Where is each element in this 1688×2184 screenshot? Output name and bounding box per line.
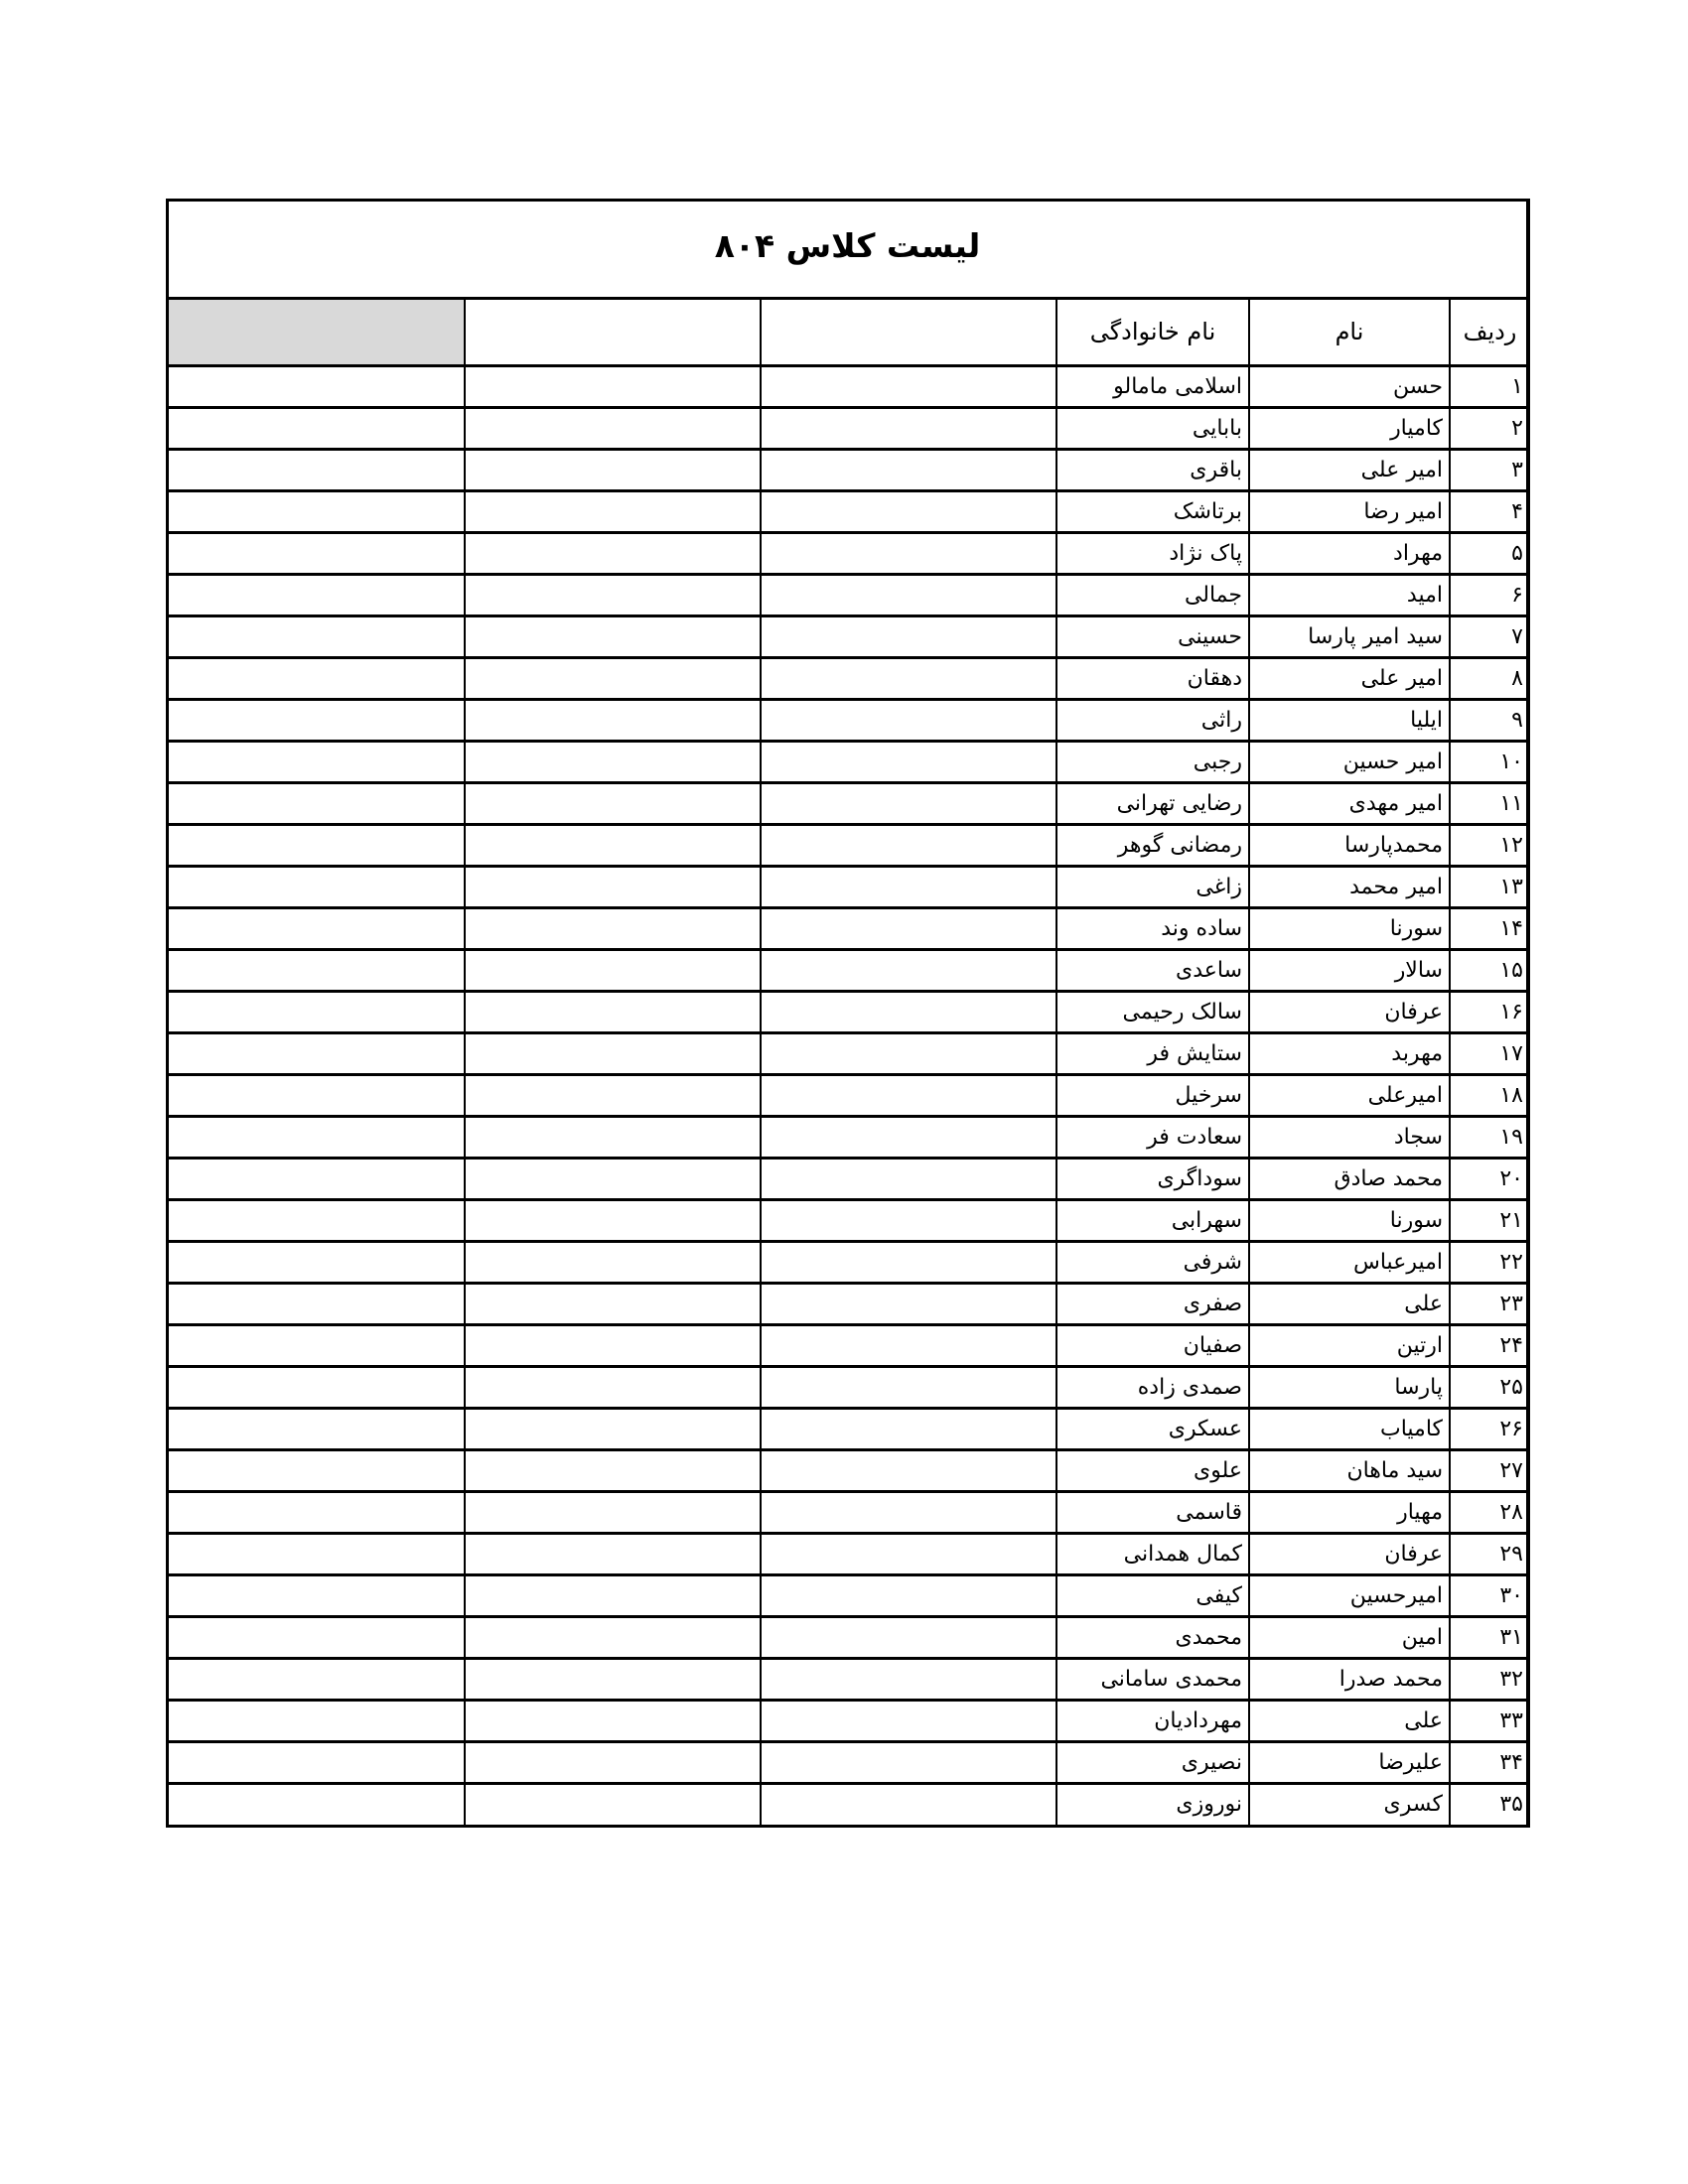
row-last-name: شرفی bbox=[1056, 1241, 1249, 1283]
row-blank-cell bbox=[169, 407, 465, 449]
row-index: ۲۷ bbox=[1450, 1449, 1529, 1491]
row-blank-cell bbox=[169, 1158, 465, 1199]
row-index: ۱۵ bbox=[1450, 949, 1529, 991]
row-blank-cell bbox=[761, 782, 1056, 824]
row-blank-cell bbox=[169, 1700, 465, 1741]
row-blank-cell bbox=[761, 991, 1056, 1032]
row-first-name: پارسا bbox=[1249, 1366, 1450, 1408]
row-last-name: صفری bbox=[1056, 1283, 1249, 1324]
row-first-name: سالار bbox=[1249, 949, 1450, 991]
row-index: ۲۳ bbox=[1450, 1283, 1529, 1324]
row-blank-cell bbox=[465, 991, 761, 1032]
row-first-name: امیرعلی bbox=[1249, 1074, 1450, 1116]
row-blank-cell bbox=[465, 1741, 761, 1783]
row-blank-cell bbox=[169, 1658, 465, 1700]
row-blank-cell bbox=[465, 1491, 761, 1533]
row-blank-cell bbox=[465, 866, 761, 907]
table-row bbox=[169, 782, 1529, 824]
row-blank-cell bbox=[169, 574, 465, 615]
row-blank-cell bbox=[465, 1574, 761, 1616]
row-index: ۱۴ bbox=[1450, 907, 1529, 949]
row-first-name: ایلیا bbox=[1249, 699, 1450, 741]
row-first-name: کامیار bbox=[1249, 407, 1450, 449]
table-row bbox=[169, 1783, 1529, 1825]
row-first-name: سجاد bbox=[1249, 1116, 1450, 1158]
row-blank-cell bbox=[761, 574, 1056, 615]
row-first-name: علی bbox=[1249, 1283, 1450, 1324]
row-index: ۷ bbox=[1450, 615, 1529, 657]
header-blank-column bbox=[761, 300, 1056, 365]
row-index: ۸ bbox=[1450, 657, 1529, 699]
row-first-name: امیرحسین bbox=[1249, 1574, 1450, 1616]
row-last-name: محمدی bbox=[1056, 1616, 1249, 1658]
row-blank-cell bbox=[169, 907, 465, 949]
row-first-name: سورنا bbox=[1249, 907, 1450, 949]
row-index: ۳۰ bbox=[1450, 1574, 1529, 1616]
row-last-name: سالک رحیمی bbox=[1056, 991, 1249, 1032]
row-first-name: سید امیر پارسا bbox=[1249, 615, 1450, 657]
row-index: ۲۶ bbox=[1450, 1408, 1529, 1449]
row-blank-cell bbox=[761, 1074, 1056, 1116]
row-index: ۱۳ bbox=[1450, 866, 1529, 907]
row-blank-cell bbox=[169, 1449, 465, 1491]
table-row bbox=[169, 1324, 1529, 1366]
table-row bbox=[169, 574, 1529, 615]
row-blank-cell bbox=[465, 699, 761, 741]
row-last-name: سرخیل bbox=[1056, 1074, 1249, 1116]
row-blank-cell bbox=[465, 1199, 761, 1241]
row-blank-cell bbox=[465, 824, 761, 866]
row-blank-cell bbox=[761, 1616, 1056, 1658]
row-blank-cell bbox=[169, 1199, 465, 1241]
row-blank-cell bbox=[169, 615, 465, 657]
row-blank-cell bbox=[761, 1116, 1056, 1158]
row-first-name: علیرضا bbox=[1249, 1741, 1450, 1783]
row-blank-cell bbox=[761, 1533, 1056, 1574]
row-blank-cell bbox=[169, 1116, 465, 1158]
row-blank-cell bbox=[169, 365, 465, 407]
table-row bbox=[169, 991, 1529, 1032]
row-blank-cell bbox=[169, 866, 465, 907]
table-row bbox=[169, 1700, 1529, 1741]
table-row bbox=[169, 741, 1529, 782]
roster-title: لیست کلاس ۸۰۴ bbox=[714, 225, 981, 265]
row-first-name: امین bbox=[1249, 1616, 1450, 1658]
row-index: ۳۳ bbox=[1450, 1700, 1529, 1741]
header-row bbox=[169, 300, 1529, 365]
row-index: ۲۵ bbox=[1450, 1366, 1529, 1408]
table-row bbox=[169, 407, 1529, 449]
row-index: ۹ bbox=[1450, 699, 1529, 741]
row-first-name: امیر علی bbox=[1249, 449, 1450, 490]
row-last-name: صمدی زاده bbox=[1056, 1366, 1249, 1408]
row-last-name: راثی bbox=[1056, 699, 1249, 741]
table-row bbox=[169, 1741, 1529, 1783]
table-row bbox=[169, 1574, 1529, 1616]
row-blank-cell bbox=[761, 1783, 1056, 1825]
row-last-name: صفیان bbox=[1056, 1324, 1249, 1366]
row-blank-cell bbox=[169, 1616, 465, 1658]
table-row bbox=[169, 657, 1529, 699]
table-row bbox=[169, 1366, 1529, 1408]
row-last-name: بابایی bbox=[1056, 407, 1249, 449]
row-blank-cell bbox=[169, 824, 465, 866]
row-index: ۱۲ bbox=[1450, 824, 1529, 866]
row-first-name: امید bbox=[1249, 574, 1450, 615]
row-first-name: علی bbox=[1249, 1700, 1450, 1741]
row-index: ۲۴ bbox=[1450, 1324, 1529, 1366]
row-first-name: مهراد bbox=[1249, 532, 1450, 574]
row-blank-cell bbox=[465, 657, 761, 699]
row-index: ۲۸ bbox=[1450, 1491, 1529, 1533]
row-index: ۱ bbox=[1450, 365, 1529, 407]
row-blank-cell bbox=[761, 1283, 1056, 1324]
row-index: ۱۸ bbox=[1450, 1074, 1529, 1116]
row-blank-cell bbox=[761, 1408, 1056, 1449]
row-last-name: محمدی سامانی bbox=[1056, 1658, 1249, 1700]
row-first-name: محمدپارسا bbox=[1249, 824, 1450, 866]
row-first-name: مهیار bbox=[1249, 1491, 1450, 1533]
table-row bbox=[169, 1032, 1529, 1074]
row-blank-cell bbox=[169, 991, 465, 1032]
row-last-name: مهردادیان bbox=[1056, 1700, 1249, 1741]
row-blank-cell bbox=[169, 1491, 465, 1533]
row-index: ۱۹ bbox=[1450, 1116, 1529, 1158]
row-last-name: کیفی bbox=[1056, 1574, 1249, 1616]
row-blank-cell bbox=[465, 1533, 761, 1574]
row-blank-cell bbox=[761, 1741, 1056, 1783]
row-index: ۲۲ bbox=[1450, 1241, 1529, 1283]
table-row bbox=[169, 1408, 1529, 1449]
row-blank-cell bbox=[761, 657, 1056, 699]
row-blank-cell bbox=[169, 1408, 465, 1449]
row-first-name: محمد صدرا bbox=[1249, 1658, 1450, 1700]
row-index: ۱۱ bbox=[1450, 782, 1529, 824]
row-index: ۲ bbox=[1450, 407, 1529, 449]
row-blank-cell bbox=[169, 699, 465, 741]
table-row bbox=[169, 699, 1529, 741]
roster-table bbox=[169, 300, 1529, 1825]
row-blank-cell bbox=[169, 532, 465, 574]
row-last-name: دهقان bbox=[1056, 657, 1249, 699]
row-blank-cell bbox=[465, 1658, 761, 1700]
row-blank-cell bbox=[465, 574, 761, 615]
table-row bbox=[169, 866, 1529, 907]
row-blank-cell bbox=[761, 907, 1056, 949]
row-last-name: سهرابی bbox=[1056, 1199, 1249, 1241]
row-first-name: ارتین bbox=[1249, 1324, 1450, 1366]
row-blank-cell bbox=[761, 1366, 1056, 1408]
roster-body bbox=[169, 365, 1529, 1825]
table-row bbox=[169, 1658, 1529, 1700]
row-first-name: سورنا bbox=[1249, 1199, 1450, 1241]
row-blank-cell bbox=[169, 657, 465, 699]
row-last-name: ساده وند bbox=[1056, 907, 1249, 949]
row-blank-cell bbox=[465, 1783, 761, 1825]
class-roster-sheet bbox=[166, 199, 1530, 1828]
row-last-name: عسکری bbox=[1056, 1408, 1249, 1449]
table-row bbox=[169, 1116, 1529, 1158]
row-blank-cell bbox=[761, 1574, 1056, 1616]
row-first-name: امیر مهدی bbox=[1249, 782, 1450, 824]
row-blank-cell bbox=[169, 1241, 465, 1283]
row-blank-cell bbox=[169, 1032, 465, 1074]
row-blank-cell bbox=[465, 1116, 761, 1158]
row-blank-cell bbox=[465, 1324, 761, 1366]
row-blank-cell bbox=[169, 1074, 465, 1116]
row-blank-cell bbox=[761, 1032, 1056, 1074]
row-blank-cell bbox=[169, 449, 465, 490]
table-row bbox=[169, 449, 1529, 490]
row-blank-cell bbox=[761, 615, 1056, 657]
header-last-name: نام خانوادگی bbox=[1056, 300, 1249, 365]
table-row bbox=[169, 1199, 1529, 1241]
row-blank-cell bbox=[169, 1283, 465, 1324]
row-index: ۴ bbox=[1450, 490, 1529, 532]
table-row bbox=[169, 1491, 1529, 1533]
row-blank-cell bbox=[761, 1449, 1056, 1491]
row-index: ۱۷ bbox=[1450, 1032, 1529, 1074]
row-blank-cell bbox=[761, 1491, 1056, 1533]
row-last-name: باقری bbox=[1056, 449, 1249, 490]
row-last-name: کمال همدانی bbox=[1056, 1533, 1249, 1574]
table-row bbox=[169, 1074, 1529, 1116]
row-blank-cell bbox=[465, 1158, 761, 1199]
row-blank-cell bbox=[465, 907, 761, 949]
row-first-name: امیر علی bbox=[1249, 657, 1450, 699]
row-first-name: عرفان bbox=[1249, 1533, 1450, 1574]
row-blank-cell bbox=[169, 1783, 465, 1825]
row-blank-cell bbox=[465, 449, 761, 490]
row-last-name: نوروزی bbox=[1056, 1783, 1249, 1825]
row-first-name: عرفان bbox=[1249, 991, 1450, 1032]
row-blank-cell bbox=[465, 782, 761, 824]
row-index: ۲۱ bbox=[1450, 1199, 1529, 1241]
row-last-name: سعادت فر bbox=[1056, 1116, 1249, 1158]
row-blank-cell bbox=[761, 699, 1056, 741]
row-blank-cell bbox=[465, 365, 761, 407]
table-row bbox=[169, 615, 1529, 657]
row-last-name: نصیری bbox=[1056, 1741, 1249, 1783]
row-blank-cell bbox=[761, 1324, 1056, 1366]
table-row bbox=[169, 365, 1529, 407]
table-row bbox=[169, 532, 1529, 574]
row-index: ۲۹ bbox=[1450, 1533, 1529, 1574]
row-blank-cell bbox=[465, 949, 761, 991]
row-last-name: رمضانی گوهر bbox=[1056, 824, 1249, 866]
row-last-name: رجبی bbox=[1056, 741, 1249, 782]
row-last-name: حسینی bbox=[1056, 615, 1249, 657]
row-blank-cell bbox=[465, 1032, 761, 1074]
row-blank-cell bbox=[465, 532, 761, 574]
row-last-name: ستایش فر bbox=[1056, 1032, 1249, 1074]
row-blank-cell bbox=[761, 490, 1056, 532]
row-first-name: امیرعباس bbox=[1249, 1241, 1450, 1283]
row-last-name: علوی bbox=[1056, 1449, 1249, 1491]
row-last-name: پاک نژاد bbox=[1056, 532, 1249, 574]
row-blank-cell bbox=[465, 407, 761, 449]
table-row bbox=[169, 1616, 1529, 1658]
row-blank-cell bbox=[761, 1241, 1056, 1283]
row-blank-cell bbox=[169, 1366, 465, 1408]
row-index: ۳ bbox=[1450, 449, 1529, 490]
row-blank-cell bbox=[761, 866, 1056, 907]
row-blank-cell bbox=[169, 741, 465, 782]
table-row bbox=[169, 824, 1529, 866]
table-row bbox=[169, 490, 1529, 532]
header-index: ردیف bbox=[1450, 300, 1529, 365]
table-row bbox=[169, 907, 1529, 949]
row-index: ۱۰ bbox=[1450, 741, 1529, 782]
table-row bbox=[169, 1158, 1529, 1199]
row-blank-cell bbox=[465, 1449, 761, 1491]
row-last-name: ساعدی bbox=[1056, 949, 1249, 991]
row-first-name: محمد صادق bbox=[1249, 1158, 1450, 1199]
row-blank-cell bbox=[761, 824, 1056, 866]
row-blank-cell bbox=[761, 532, 1056, 574]
title-bar bbox=[169, 202, 1526, 300]
row-blank-cell bbox=[465, 615, 761, 657]
row-index: ۵ bbox=[1450, 532, 1529, 574]
row-blank-cell bbox=[465, 1700, 761, 1741]
row-blank-cell bbox=[465, 490, 761, 532]
row-blank-cell bbox=[761, 1158, 1056, 1199]
row-blank-cell bbox=[169, 490, 465, 532]
row-blank-cell bbox=[761, 1658, 1056, 1700]
row-last-name: زاغی bbox=[1056, 866, 1249, 907]
row-blank-cell bbox=[465, 1616, 761, 1658]
row-first-name: حسن bbox=[1249, 365, 1450, 407]
table-row bbox=[169, 1283, 1529, 1324]
row-index: ۳۲ bbox=[1450, 1658, 1529, 1700]
row-blank-cell bbox=[465, 741, 761, 782]
row-blank-cell bbox=[169, 1324, 465, 1366]
row-blank-cell bbox=[465, 1074, 761, 1116]
row-blank-cell bbox=[761, 449, 1056, 490]
row-index: ۶ bbox=[1450, 574, 1529, 615]
row-first-name: کسری bbox=[1249, 1783, 1450, 1825]
row-blank-cell bbox=[465, 1366, 761, 1408]
row-last-name: جمالی bbox=[1056, 574, 1249, 615]
row-blank-cell bbox=[169, 949, 465, 991]
row-last-name: سوداگری bbox=[1056, 1158, 1249, 1199]
row-last-name: اسلامی مامالو bbox=[1056, 365, 1249, 407]
header-first-name: نام bbox=[1249, 300, 1450, 365]
row-first-name: کامیاب bbox=[1249, 1408, 1450, 1449]
row-blank-cell bbox=[169, 1574, 465, 1616]
row-index: ۳۱ bbox=[1450, 1616, 1529, 1658]
row-first-name: امیر محمد bbox=[1249, 866, 1450, 907]
table-row bbox=[169, 1449, 1529, 1491]
row-blank-cell bbox=[465, 1241, 761, 1283]
header-shaded-column bbox=[169, 300, 465, 365]
table-row bbox=[169, 949, 1529, 991]
row-blank-cell bbox=[761, 407, 1056, 449]
table-row bbox=[169, 1533, 1529, 1574]
row-blank-cell bbox=[465, 1283, 761, 1324]
row-index: ۲۰ bbox=[1450, 1158, 1529, 1199]
row-first-name: امیر رضا bbox=[1249, 490, 1450, 532]
table-row bbox=[169, 1241, 1529, 1283]
row-blank-cell bbox=[761, 1199, 1056, 1241]
row-last-name: قاسمی bbox=[1056, 1491, 1249, 1533]
header-blank-column bbox=[465, 300, 761, 365]
row-last-name: برتاشک bbox=[1056, 490, 1249, 532]
row-first-name: مهربد bbox=[1249, 1032, 1450, 1074]
row-blank-cell bbox=[169, 1533, 465, 1574]
row-index: ۳۴ bbox=[1450, 1741, 1529, 1783]
row-last-name: رضایی تهرانی bbox=[1056, 782, 1249, 824]
row-index: ۱۶ bbox=[1450, 991, 1529, 1032]
row-first-name: امیر حسین bbox=[1249, 741, 1450, 782]
row-blank-cell bbox=[761, 365, 1056, 407]
row-blank-cell bbox=[169, 1741, 465, 1783]
row-blank-cell bbox=[169, 782, 465, 824]
row-blank-cell bbox=[761, 1700, 1056, 1741]
row-blank-cell bbox=[465, 1408, 761, 1449]
row-blank-cell bbox=[761, 949, 1056, 991]
row-index: ۳۵ bbox=[1450, 1783, 1529, 1825]
row-blank-cell bbox=[761, 741, 1056, 782]
row-first-name: سید ماهان bbox=[1249, 1449, 1450, 1491]
